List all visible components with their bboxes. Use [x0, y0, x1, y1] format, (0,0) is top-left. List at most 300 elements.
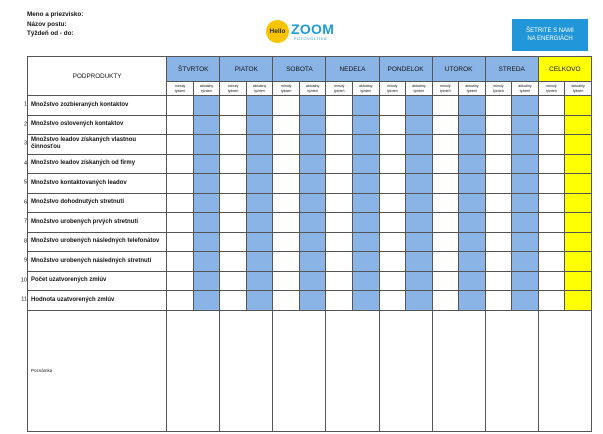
- previous-week-cell[interactable]: [379, 252, 406, 272]
- previous-week-cell[interactable]: [326, 232, 353, 252]
- current-week-cell[interactable]: [512, 232, 539, 252]
- previous-week-cell[interactable]: [326, 174, 353, 194]
- day-header: NEDEĽA: [326, 57, 379, 82]
- sub-header-line: aktuálny: [359, 84, 373, 89]
- sub-header-current-week: [565, 82, 592, 96]
- previous-week-cell[interactable]: [326, 291, 353, 311]
- current-week-cell[interactable]: [246, 193, 273, 213]
- sub-header-line: týždeň: [386, 88, 398, 93]
- row-label-text: Množstvo zozbieraných kontaktov: [31, 101, 129, 108]
- current-week-cell[interactable]: [299, 232, 326, 252]
- current-week-cell[interactable]: [193, 154, 220, 174]
- previous-week-cell[interactable]: [220, 96, 247, 116]
- current-week-cell[interactable]: [512, 291, 539, 311]
- note-cell[interactable]: [273, 310, 326, 431]
- products-header: PODPRODUKTY: [28, 57, 167, 96]
- previous-week-cell[interactable]: [167, 193, 194, 213]
- sub-header-line: minulý: [334, 84, 345, 89]
- previous-week-cell[interactable]: [273, 232, 300, 252]
- table-row: [28, 96, 592, 116]
- sub-header-line: týždeň: [466, 88, 478, 93]
- previous-week-cell[interactable]: [167, 271, 194, 291]
- sub-header-line: týždeň: [307, 88, 318, 93]
- previous-week-cell[interactable]: [538, 115, 565, 135]
- previous-week-cell[interactable]: [379, 154, 406, 174]
- previous-week-cell[interactable]: [273, 252, 300, 272]
- row-label: [23, 115, 167, 135]
- logo-word: ZOOM: [291, 21, 335, 37]
- current-week-cell[interactable]: [459, 252, 486, 272]
- note-cell[interactable]: [485, 310, 538, 431]
- previous-week-cell[interactable]: [220, 193, 247, 213]
- current-week-cell[interactable]: [406, 252, 433, 272]
- previous-week-cell[interactable]: [485, 115, 512, 135]
- previous-week-cell[interactable]: [432, 252, 459, 272]
- current-week-cell[interactable]: [406, 174, 433, 194]
- current-week-cell[interactable]: [406, 232, 433, 252]
- current-week-cell[interactable]: [512, 135, 539, 155]
- current-week-cell[interactable]: [193, 96, 220, 116]
- sub-header-line: týždeň: [440, 88, 451, 93]
- current-week-cell[interactable]: [565, 96, 592, 116]
- current-week-cell[interactable]: [246, 232, 273, 252]
- row-number: 9: [23, 257, 27, 264]
- row-label: [23, 174, 167, 194]
- current-week-cell[interactable]: [193, 232, 220, 252]
- row-label-text: Množstvo leadov získaných vlastnou činnosťou: [31, 136, 137, 151]
- current-week-cell[interactable]: [406, 271, 433, 291]
- sub-header-line: týždeň: [572, 88, 584, 93]
- previous-week-cell[interactable]: [379, 174, 406, 194]
- previous-week-cell[interactable]: [167, 213, 194, 233]
- current-week-cell[interactable]: [406, 154, 433, 174]
- row-label: [23, 232, 167, 252]
- previous-week-cell[interactable]: [538, 135, 565, 155]
- row-label-text: Množstvo urobených následných stretnutí: [31, 257, 152, 264]
- note-label: Poznámka: [28, 310, 167, 431]
- previous-week-cell[interactable]: [485, 96, 512, 116]
- weekly-report-table: [20, 56, 592, 432]
- previous-week-cell[interactable]: [326, 115, 353, 135]
- previous-week-cell[interactable]: [432, 291, 459, 311]
- current-week-cell[interactable]: [512, 96, 539, 116]
- hellozoom-logo: [266, 20, 346, 44]
- row-label: [21, 291, 167, 311]
- table-row: [28, 232, 592, 252]
- sub-header-previous-week: [485, 82, 512, 96]
- current-week-cell[interactable]: [352, 291, 379, 311]
- sub-header-line: týždeň: [201, 88, 212, 93]
- sub-header-line: aktuálny: [199, 84, 214, 89]
- previous-week-cell[interactable]: [485, 271, 512, 291]
- table-row: [28, 252, 592, 272]
- previous-week-cell[interactable]: [485, 291, 512, 311]
- sub-header-line: týždeň: [333, 88, 345, 93]
- row-number: 2: [23, 121, 27, 127]
- previous-week-cell[interactable]: [220, 213, 247, 233]
- previous-week-cell[interactable]: [538, 252, 565, 272]
- row-label: [23, 252, 167, 272]
- sub-header-line: týždeň: [360, 88, 372, 93]
- current-week-cell[interactable]: [459, 213, 486, 233]
- previous-week-cell[interactable]: [379, 291, 406, 311]
- row-label-text: Množstvo urobených prvých stretnutí: [31, 218, 139, 225]
- current-week-cell[interactable]: [246, 252, 273, 272]
- previous-week-cell[interactable]: [432, 232, 459, 252]
- previous-week-cell[interactable]: [432, 135, 459, 155]
- slogan-line-1: ŠETRITE S NAMI: [526, 28, 574, 34]
- current-week-cell[interactable]: [246, 213, 273, 233]
- previous-week-cell[interactable]: [273, 291, 300, 311]
- current-week-cell[interactable]: [246, 115, 273, 135]
- sub-header-previous-week: [220, 82, 247, 96]
- row-label-text: Množstvo urobených následných telefonátov: [31, 238, 160, 244]
- current-week-cell[interactable]: [193, 115, 220, 135]
- sub-header-line: týždeň: [413, 88, 425, 93]
- previous-week-cell[interactable]: [485, 174, 512, 194]
- previous-week-cell[interactable]: [538, 174, 565, 194]
- current-week-cell[interactable]: [193, 174, 220, 194]
- previous-week-cell[interactable]: [326, 213, 353, 233]
- current-week-cell[interactable]: [565, 232, 592, 252]
- previous-week-cell[interactable]: [273, 271, 300, 291]
- table-row: [28, 115, 592, 135]
- previous-week-cell[interactable]: [485, 154, 512, 174]
- current-week-cell[interactable]: [193, 291, 220, 311]
- row-label-text: Množstvo leadov získaných od firmy: [31, 160, 136, 166]
- current-week-cell[interactable]: [299, 96, 326, 116]
- row-label-text: Počet uzatvorených zmlúv: [31, 277, 107, 283]
- current-week-cell[interactable]: [565, 154, 592, 174]
- sub-header-previous-week: [432, 82, 459, 96]
- current-week-cell[interactable]: [193, 213, 220, 233]
- table-row: [28, 174, 592, 194]
- day-header: UTOROK: [432, 57, 485, 82]
- logo-subtitle: FOTOVOLTIKA: [294, 36, 328, 41]
- current-week-cell[interactable]: [352, 193, 379, 213]
- current-week-cell[interactable]: [193, 135, 220, 155]
- current-week-cell[interactable]: [352, 96, 379, 116]
- sub-header-previous-week: [273, 82, 300, 96]
- previous-week-cell[interactable]: [379, 115, 406, 135]
- current-week-cell[interactable]: [512, 252, 539, 272]
- current-week-cell[interactable]: [565, 193, 592, 213]
- row-label-text: Množstvo oslovených kontaktov: [31, 121, 124, 127]
- sub-header-line: minulý: [280, 84, 292, 89]
- note-cell[interactable]: [538, 310, 591, 431]
- previous-week-cell[interactable]: [379, 96, 406, 116]
- previous-week-cell[interactable]: [220, 154, 247, 174]
- current-week-cell[interactable]: [459, 115, 486, 135]
- previous-week-cell[interactable]: [485, 252, 512, 272]
- previous-week-cell[interactable]: [273, 174, 300, 194]
- row-label: [23, 154, 167, 174]
- current-week-cell[interactable]: [299, 115, 326, 135]
- table-row: [28, 154, 592, 174]
- week-label: Týždeň od - do:: [27, 30, 74, 37]
- current-week-cell[interactable]: [352, 232, 379, 252]
- current-week-cell[interactable]: [352, 271, 379, 291]
- sub-header-current-week: [246, 82, 273, 96]
- current-week-cell[interactable]: [512, 213, 539, 233]
- current-week-cell[interactable]: [246, 291, 273, 311]
- sub-header-current-week: [352, 82, 379, 96]
- current-week-cell[interactable]: [512, 154, 539, 174]
- sub-header-line: aktuálny: [412, 84, 426, 89]
- current-week-cell[interactable]: [459, 232, 486, 252]
- slogan-line-2: NA ENERGIÁCH: [527, 36, 573, 42]
- row-label: [23, 135, 167, 155]
- current-week-cell[interactable]: [406, 96, 433, 116]
- previous-week-cell[interactable]: [326, 193, 353, 213]
- previous-week-cell[interactable]: [485, 232, 512, 252]
- current-week-cell[interactable]: [193, 193, 220, 213]
- note-cell[interactable]: [432, 310, 485, 431]
- note-cell[interactable]: [379, 310, 432, 431]
- previous-week-cell[interactable]: [167, 115, 194, 135]
- table-row: [28, 193, 592, 213]
- row-number: 11: [21, 296, 27, 303]
- previous-week-cell[interactable]: [432, 271, 459, 291]
- sub-header-line: týždeň: [519, 88, 531, 93]
- previous-week-cell[interactable]: [379, 213, 406, 233]
- sub-header-line: minulý: [387, 84, 398, 89]
- sub-header-line: minulý: [546, 84, 557, 89]
- previous-week-cell[interactable]: [538, 271, 565, 291]
- sub-header-current-week: [459, 82, 486, 96]
- row-label-text: Množstvo kontaktovaných leadov: [31, 179, 127, 186]
- current-week-cell[interactable]: [246, 96, 273, 116]
- current-week-cell[interactable]: [406, 213, 433, 233]
- form-header: [27, 10, 83, 39]
- previous-week-cell[interactable]: [220, 291, 247, 311]
- previous-week-cell[interactable]: [538, 291, 565, 311]
- current-week-cell[interactable]: [352, 115, 379, 135]
- post-label: Názov postu:: [27, 20, 67, 28]
- previous-week-cell[interactable]: [326, 96, 353, 116]
- current-week-cell[interactable]: [246, 174, 273, 194]
- previous-week-cell[interactable]: [220, 252, 247, 272]
- current-week-cell[interactable]: [406, 115, 433, 135]
- sub-header-previous-week: [379, 82, 406, 96]
- previous-week-cell[interactable]: [273, 213, 300, 233]
- table-row: [28, 271, 592, 291]
- previous-week-cell[interactable]: [220, 174, 247, 194]
- total-header: CELKOVO: [538, 57, 591, 82]
- current-week-cell[interactable]: [193, 252, 220, 272]
- sub-header-previous-week: [538, 82, 565, 96]
- previous-week-cell[interactable]: [538, 232, 565, 252]
- sub-header-previous-week: [326, 82, 353, 96]
- current-week-cell[interactable]: [565, 174, 592, 194]
- previous-week-cell[interactable]: [538, 193, 565, 213]
- row-number: 10: [20, 277, 27, 283]
- sub-header-previous-week: [167, 82, 194, 96]
- row-label: [20, 271, 167, 291]
- table-row: [28, 135, 592, 155]
- current-week-cell[interactable]: [352, 252, 379, 272]
- previous-week-cell[interactable]: [273, 193, 300, 213]
- current-week-cell[interactable]: [565, 291, 592, 311]
- previous-week-cell[interactable]: [485, 213, 512, 233]
- previous-week-cell[interactable]: [538, 213, 565, 233]
- sub-header-line: aktuálny: [305, 84, 320, 89]
- previous-week-cell[interactable]: [273, 115, 300, 135]
- previous-week-cell[interactable]: [538, 154, 565, 174]
- current-week-cell[interactable]: [406, 291, 433, 311]
- current-week-cell[interactable]: [512, 271, 539, 291]
- previous-week-cell[interactable]: [273, 154, 300, 174]
- current-week-cell[interactable]: [459, 193, 486, 213]
- previous-week-cell[interactable]: [326, 135, 353, 155]
- current-week-cell[interactable]: [299, 193, 326, 213]
- row-label-text: Množstvo dohodnutých stretnutí: [31, 199, 124, 205]
- table-row: [28, 291, 592, 311]
- row-number: 7: [23, 218, 27, 225]
- row-label: [23, 213, 167, 233]
- previous-week-cell[interactable]: [167, 252, 194, 272]
- sub-header-current-week: [406, 82, 433, 96]
- current-week-cell[interactable]: [512, 174, 539, 194]
- current-week-cell[interactable]: [352, 135, 379, 155]
- previous-week-cell[interactable]: [379, 232, 406, 252]
- previous-week-cell[interactable]: [167, 135, 194, 155]
- previous-week-cell[interactable]: [220, 115, 247, 135]
- previous-week-cell[interactable]: [432, 213, 459, 233]
- current-week-cell[interactable]: [406, 135, 433, 155]
- previous-week-cell[interactable]: [167, 96, 194, 116]
- current-week-cell[interactable]: [565, 135, 592, 155]
- previous-week-cell[interactable]: [220, 271, 247, 291]
- current-week-cell[interactable]: [459, 154, 486, 174]
- previous-week-cell[interactable]: [220, 135, 247, 155]
- current-week-cell[interactable]: [512, 115, 539, 135]
- current-week-cell[interactable]: [352, 213, 379, 233]
- previous-week-cell[interactable]: [432, 115, 459, 135]
- sub-header-line: minulý: [493, 84, 504, 89]
- sub-header-line: týždeň: [227, 88, 239, 93]
- row-number: 4: [23, 160, 27, 166]
- current-week-cell[interactable]: [299, 252, 326, 272]
- sub-header-line: minulý: [440, 84, 451, 89]
- previous-week-cell[interactable]: [538, 96, 565, 116]
- previous-week-cell[interactable]: [432, 174, 459, 194]
- previous-week-cell[interactable]: [220, 232, 247, 252]
- day-header: PONDELOK: [379, 57, 432, 82]
- previous-week-cell[interactable]: [432, 154, 459, 174]
- note-row: [28, 310, 592, 431]
- row-number: 5: [23, 179, 27, 186]
- previous-week-cell[interactable]: [485, 135, 512, 155]
- current-week-cell[interactable]: [459, 291, 486, 311]
- row-number: 3: [23, 140, 27, 147]
- day-header: STREDA: [485, 57, 538, 82]
- previous-week-cell[interactable]: [167, 154, 194, 174]
- current-week-cell[interactable]: [299, 154, 326, 174]
- day-header: SOBOTA: [273, 57, 326, 82]
- current-week-cell[interactable]: [459, 174, 486, 194]
- sub-header-line: minulý: [227, 84, 239, 89]
- sub-header-current-week: [299, 82, 326, 96]
- day-header: ŠTVRTOK: [167, 57, 220, 82]
- previous-week-cell[interactable]: [432, 96, 459, 116]
- row-label: [23, 193, 167, 213]
- current-week-cell[interactable]: [459, 271, 486, 291]
- previous-week-cell[interactable]: [326, 154, 353, 174]
- previous-week-cell[interactable]: [379, 271, 406, 291]
- sub-header-current-week: [512, 82, 539, 96]
- current-week-cell[interactable]: [246, 135, 273, 155]
- note-cell[interactable]: [220, 310, 273, 431]
- current-week-cell[interactable]: [299, 291, 326, 311]
- row-number: 8: [23, 238, 27, 244]
- previous-week-cell[interactable]: [273, 135, 300, 155]
- current-week-cell[interactable]: [565, 271, 592, 291]
- logo-sun-text: Hello: [269, 28, 286, 35]
- current-week-cell[interactable]: [352, 154, 379, 174]
- sub-header-line: aktuálny: [465, 84, 479, 89]
- row-label-text: Hodnota uzatvorených zmlúv: [31, 296, 115, 303]
- note-cell[interactable]: [167, 310, 220, 431]
- current-week-cell[interactable]: [299, 135, 326, 155]
- row-number: 1: [23, 101, 27, 108]
- previous-week-cell[interactable]: [167, 291, 194, 311]
- sub-header-line: týždeň: [493, 88, 504, 93]
- previous-week-cell[interactable]: [326, 271, 353, 291]
- current-week-cell[interactable]: [246, 271, 273, 291]
- previous-week-cell[interactable]: [379, 135, 406, 155]
- current-week-cell[interactable]: [512, 193, 539, 213]
- name-label: Meno a priezvisko:: [27, 11, 84, 18]
- sub-header-line: aktuálny: [518, 84, 532, 89]
- day-header: PIATOK: [220, 57, 273, 82]
- current-week-cell[interactable]: [352, 174, 379, 194]
- sub-header-line: týždeň: [254, 88, 265, 93]
- current-week-cell[interactable]: [459, 135, 486, 155]
- row-label: [23, 96, 167, 116]
- sub-header-line: minulý: [174, 84, 186, 89]
- current-week-cell[interactable]: [565, 115, 592, 135]
- previous-week-cell[interactable]: [379, 193, 406, 213]
- previous-week-cell[interactable]: [326, 252, 353, 272]
- current-week-cell[interactable]: [565, 213, 592, 233]
- current-week-cell[interactable]: [565, 252, 592, 272]
- current-week-cell[interactable]: [246, 154, 273, 174]
- note-cell[interactable]: [326, 310, 379, 431]
- sub-header-line: týždeň: [546, 88, 557, 93]
- sub-header-line: týždeň: [174, 88, 186, 93]
- current-week-cell[interactable]: [406, 193, 433, 213]
- previous-week-cell[interactable]: [485, 193, 512, 213]
- row-number: 6: [23, 199, 27, 205]
- current-week-cell[interactable]: [299, 213, 326, 233]
- sun-icon: [266, 20, 289, 43]
- sub-header-line: aktuálny: [252, 84, 267, 89]
- table-row: [28, 213, 592, 233]
- current-week-cell[interactable]: [193, 271, 220, 291]
- previous-week-cell[interactable]: [432, 193, 459, 213]
- sub-header-line: týždeň: [280, 88, 292, 93]
- current-week-cell[interactable]: [459, 96, 486, 116]
- current-week-cell[interactable]: [299, 271, 326, 291]
- previous-week-cell[interactable]: [273, 96, 300, 116]
- sub-header-line: aktuálny: [571, 84, 585, 89]
- previous-week-cell[interactable]: [167, 232, 194, 252]
- sub-header-current-week: [193, 82, 220, 96]
- current-week-cell[interactable]: [299, 174, 326, 194]
- previous-week-cell[interactable]: [167, 174, 194, 194]
- slogan-badge: [512, 19, 588, 51]
